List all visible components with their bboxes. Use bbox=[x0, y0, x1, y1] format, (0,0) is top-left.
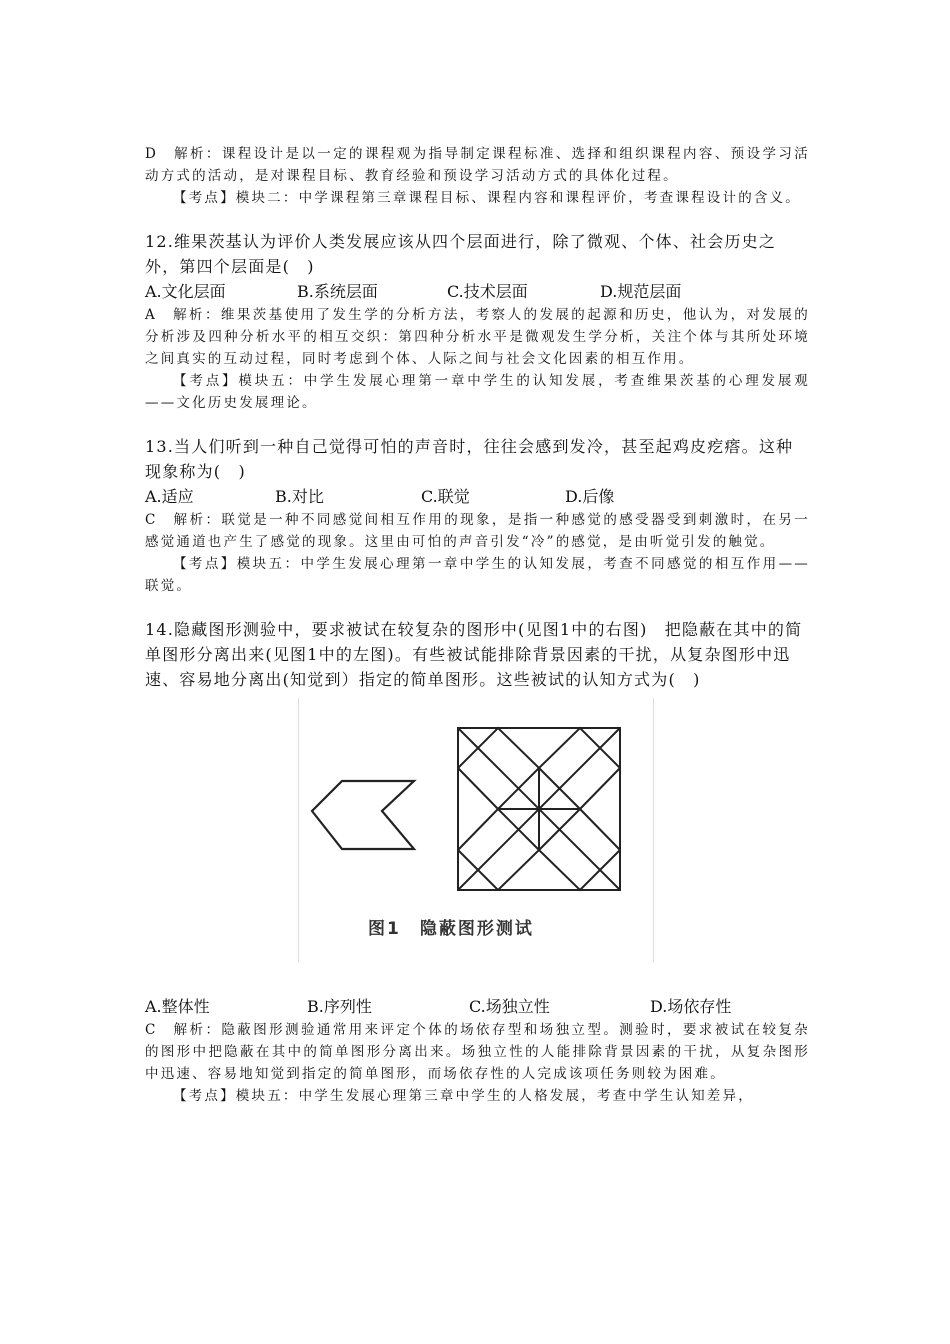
q14-stem: 14.隐藏图形测验中，要求被试在较复杂的图形中(见图1中的右图) 把隐蔽在其中的简单图形分离出来(见图1中的左图)。有些被试能排除背景因素的干扰，从复杂图形中迅速、容易地分离出(知觉到）指定的简单图形。这些被试的认知方式为( ) bbox=[145, 620, 803, 689]
q13-stem: 13.当人们听到一种自己觉得可怕的声音时，往往会感到发冷，甚至起鸡皮疙瘩。这种现象称为( ) bbox=[145, 437, 794, 481]
q14-option-a: A.整体性 bbox=[145, 997, 210, 1016]
q13-option-a: A.适应 bbox=[145, 487, 194, 506]
q12-option-c: C.技术层面 bbox=[447, 282, 528, 301]
q14-option-b: B.序列性 bbox=[307, 997, 372, 1016]
q14-option-c: C.场独立性 bbox=[469, 997, 550, 1016]
document-page bbox=[145, 143, 810, 1107]
q13-option-d: D.后像 bbox=[565, 487, 615, 506]
q11-point: 【考点】模块二：中学课程第三章课程目标、课程内容和课程评价，考查课程设计的含义。 bbox=[173, 190, 801, 206]
q14-point: 【考点】模块五：中学生发展心理第三章中学生的人格发展，考查中学生认知差异， bbox=[173, 1088, 754, 1104]
q14-option-d: D.场依存性 bbox=[650, 997, 732, 1016]
q12-option-b: B.系统层面 bbox=[297, 282, 378, 301]
complex-figure bbox=[458, 728, 620, 890]
figure-1 bbox=[298, 698, 654, 964]
q11-analysis: D 解析：课程设计是以一定的课程观为指导制定课程标准、选择和组织课程内容、预设学习活动方式的活动，是对课程目标、教育经验和预设学习活动方式的具体化过程。 bbox=[145, 146, 810, 184]
q13-analysis: C 解析：联觉是一种不同感觉间相互作用的现象，是指一种感觉的感受器受到刺激时，在另一感觉通道也产生了感觉的现象。这里由可怕的声音引发“冷”的感觉，是由听觉引发的触觉。 bbox=[145, 512, 810, 550]
q12-point: 【考点】模块五：中学生发展心理第一章中学生的认知发展，考查维果茨基的心理发展观——文化历史发展理论。 bbox=[145, 373, 810, 411]
q13-point: 【考点】模块五：中学生发展心理第一章中学生的认知发展，考查不同感觉的相互作用——联觉。 bbox=[145, 556, 810, 594]
q12-stem: 12.维果茨基认为评价人类发展应该从四个层面进行，除了微观、个体、社会历史之外，第四个层面是( ) bbox=[145, 232, 777, 276]
simple-figure bbox=[312, 781, 414, 849]
q13-option-c: C.联觉 bbox=[421, 487, 470, 506]
q12-option-a: A.文化层面 bbox=[145, 282, 226, 301]
q12-options bbox=[145, 279, 810, 304]
q13-option-b: B.对比 bbox=[275, 487, 324, 506]
q14-options bbox=[145, 994, 810, 1019]
q14-analysis: C 解析：隐蔽图形测验通常用来评定个体的场依存型和场独立型。测验时，要求被试在较复杂的图形中把隐蔽在其中的简单图形分离出来。场独立性的人能排除背景因素的干扰，从复杂图形中迅速、容易地知觉到指定的简单图形，而场依存性的人完成该项任务则较为困难。 bbox=[145, 1022, 810, 1082]
q12-analysis: A 解析：维果茨基使用了发生学的分析方法，考察人的发展的起源和历史，他认为，对发展的分析涉及四种分析水平的相互交织：第四种分析水平是微观发生学分析，关注个体与其所处环境之间真实的互动过程，同时考虑到个体、人际之间与社会文化因素的相互作用。 bbox=[145, 307, 810, 367]
q13-options bbox=[145, 484, 810, 509]
hidden-figure-diagram bbox=[298, 698, 652, 908]
q12-option-d: D.规范层面 bbox=[600, 282, 682, 301]
figure-caption: 图1 隐蔽图形测试 bbox=[368, 919, 534, 939]
